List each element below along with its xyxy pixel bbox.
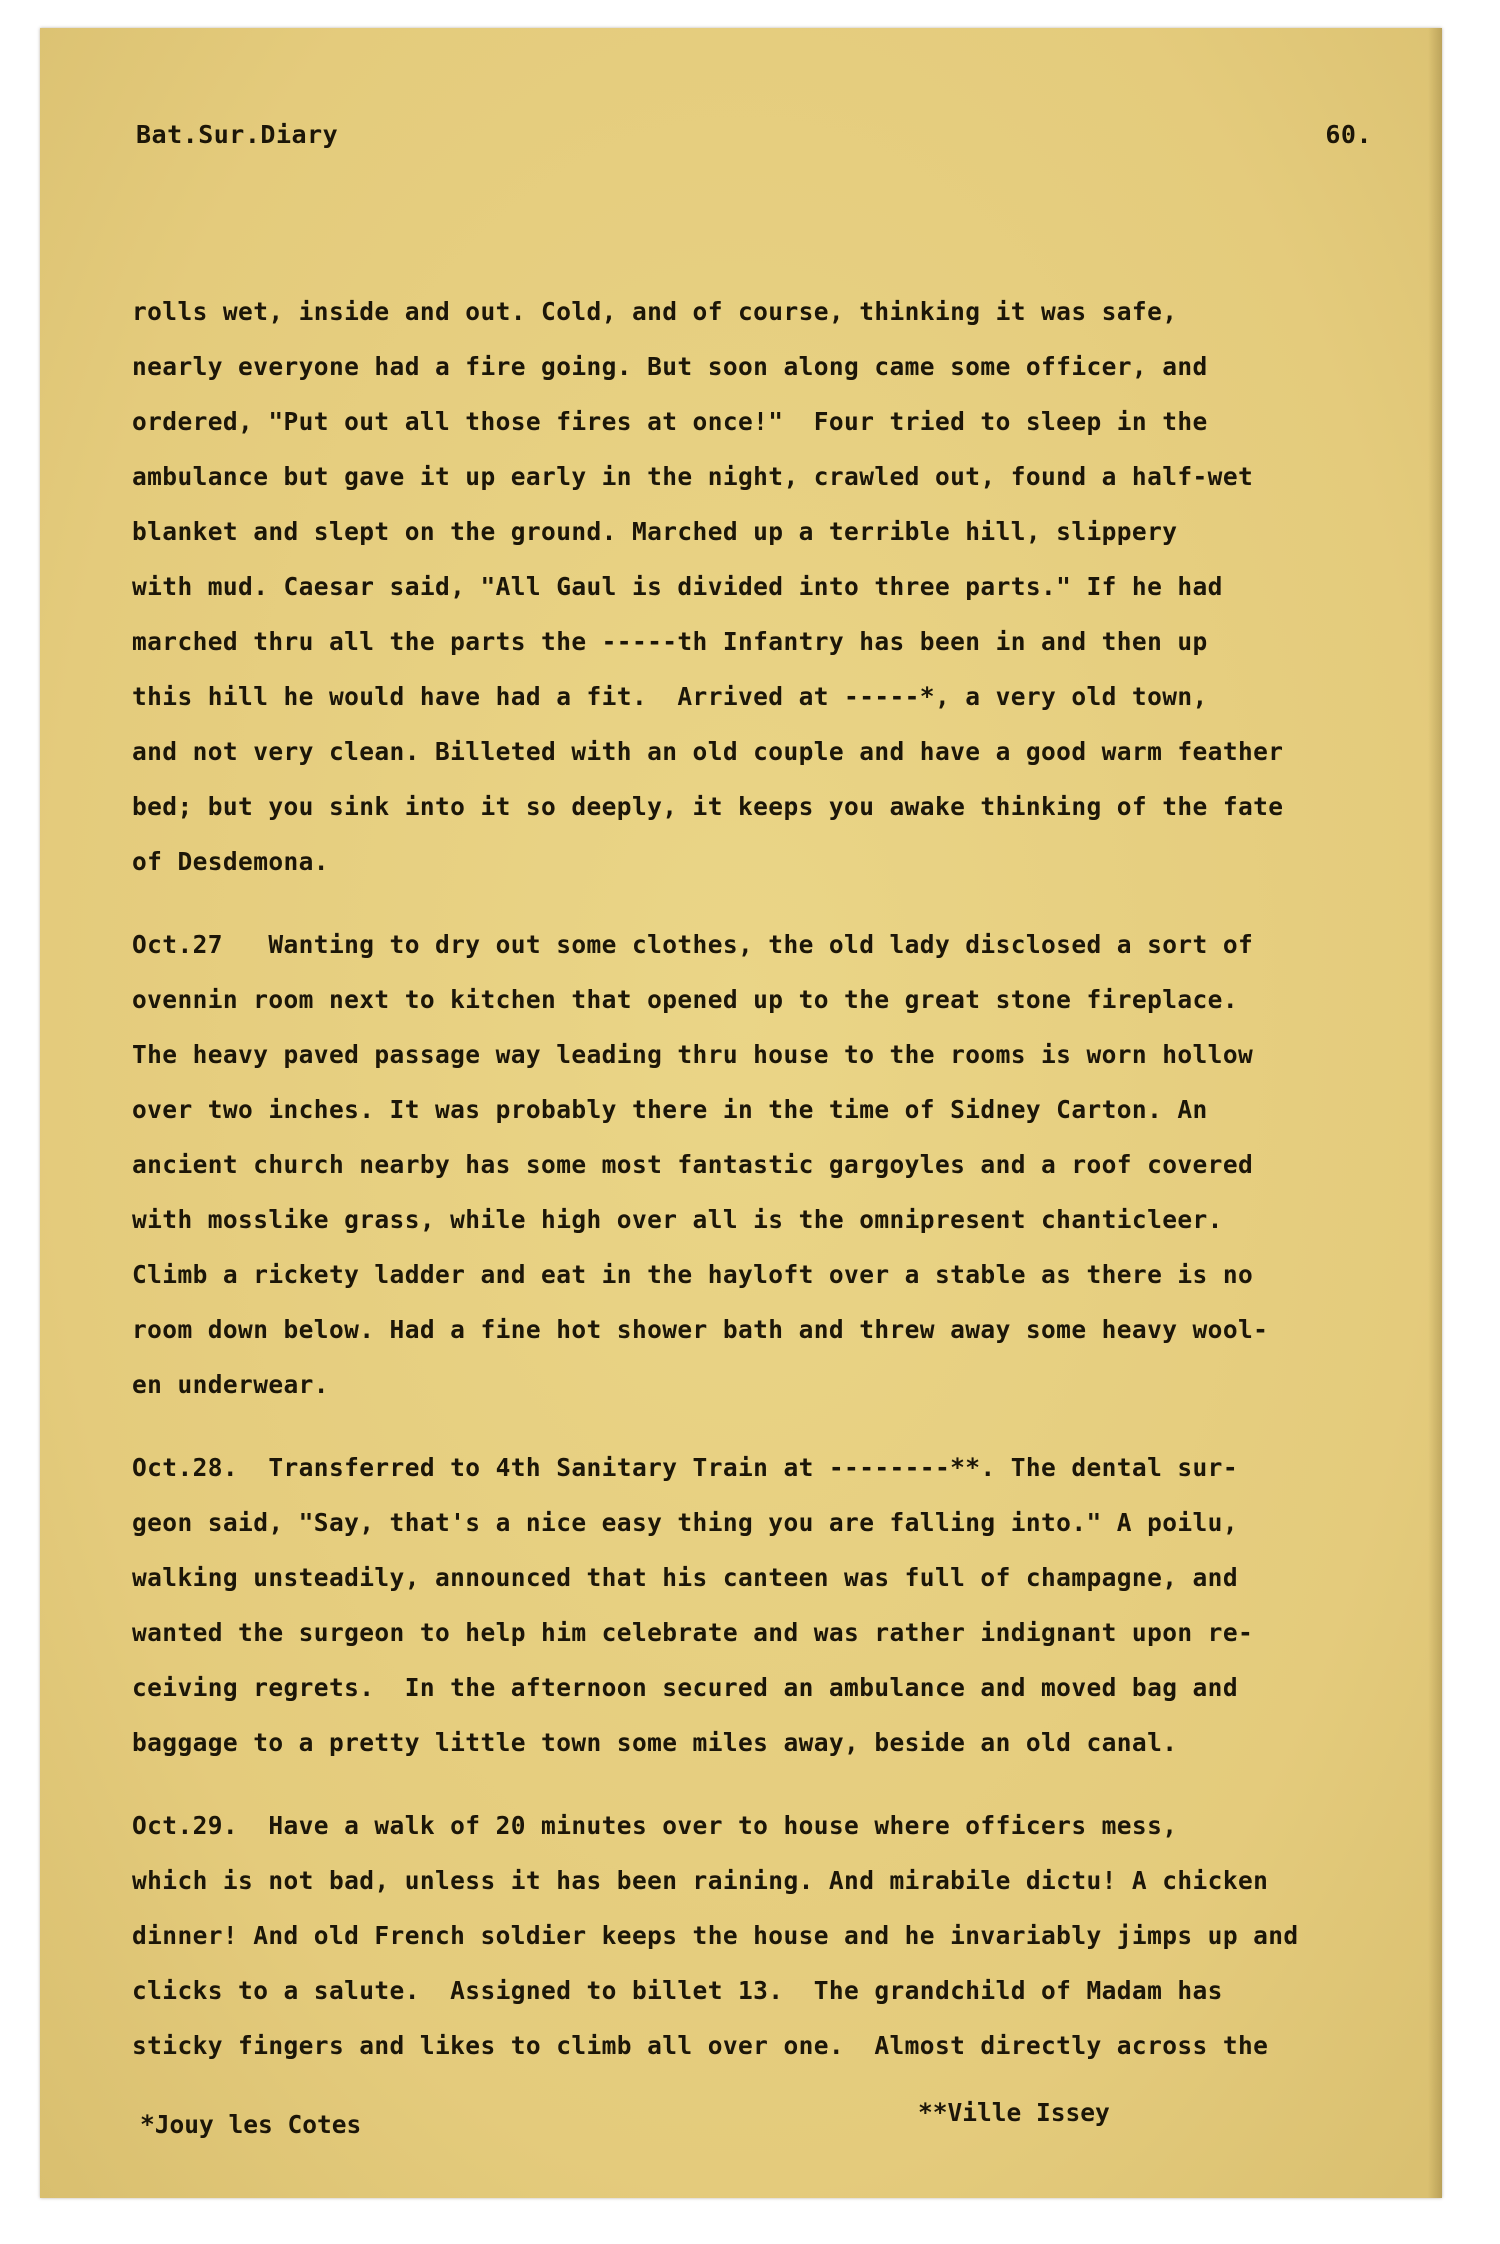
text-line: baggage to a pretty little town some miles away, beside an old canal. [132, 1728, 1178, 1757]
paragraph-gap [132, 1412, 1422, 1440]
text-line: marched thru all the parts the -----th Infantry has been in and then up [132, 627, 1208, 656]
text-line: Oct.28. Transferred to 4th Sanitary Train at --------**. The dental sur- [132, 1453, 1238, 1482]
text-line: ovennin room next to kitchen that opened up to the great stone fireplace. [132, 985, 1238, 1014]
text-line: which is not bad, unless it has been raining. And mirabile dictu! A chicken [132, 1866, 1269, 1895]
page-edge-shadow [1428, 28, 1442, 2198]
text-line: geon said, "Say, that's a nice easy thing you are falling into." A poilu, [132, 1508, 1238, 1537]
footnote-1: *Jouy les Cotes [140, 2110, 362, 2139]
text-line: wanted the surgeon to help him celebrate and was rather indignant upon re- [132, 1618, 1254, 1647]
text-line: dinner! And old French soldier keeps the house and he invariably jimps up and [132, 1921, 1299, 1950]
diary-body [132, 284, 1422, 2073]
paragraph-gap [132, 889, 1422, 917]
text-line: ceiving regrets. In the afternoon secured an ambulance and moved bag and [132, 1673, 1238, 1702]
text-line: clicks to a salute. Assigned to billet 13. The grandchild of Madam has [132, 1976, 1223, 2005]
text-line: blanket and slept on the ground. Marched up a terrible hill, slippery [132, 517, 1178, 546]
text-line: with mud. Caesar said, "All Gaul is divided into three parts." If he had [132, 572, 1223, 601]
text-line: ordered, "Put out all those fires at once!" Four tried to sleep in the [132, 407, 1208, 436]
text-line: rolls wet, inside and out. Cold, and of course, thinking it was safe, [132, 297, 1178, 326]
footnote-2: **Ville Issey [918, 2098, 1110, 2127]
document-page [40, 28, 1442, 2198]
text-line: over two inches. It was probably there in the time of Sidney Carton. An [132, 1095, 1208, 1124]
page-number: 60. [1325, 120, 1372, 149]
text-line: with mosslike grass, while high over all is the omnipresent chanticleer. [132, 1205, 1223, 1234]
text-line: Oct.27 Wanting to dry out some clothes, the old lady disclosed a sort of [132, 930, 1254, 959]
text-line: ambulance but gave it up early in the night, crawled out, found a half-wet [132, 462, 1254, 491]
text-line: of Desdemona. [132, 847, 329, 876]
footnotes [140, 2098, 1390, 2146]
text-line: nearly everyone had a fire going. But soon along came some officer, and [132, 352, 1208, 381]
text-line: en underwear. [132, 1370, 329, 1399]
paragraph-gap [132, 1770, 1422, 1798]
page-header [136, 120, 1382, 160]
text-line: Climb a rickety ladder and eat in the hayloft over a stable as there is no [132, 1260, 1254, 1289]
text-line: walking unsteadily, announced that his canteen was full of champagne, and [132, 1563, 1238, 1592]
text-line: room down below. Had a fine hot shower bath and threw away some heavy wool- [132, 1315, 1269, 1344]
text-line: this hill he would have had a fit. Arrived at -----*, a very old town, [132, 682, 1208, 711]
text-line: The heavy paved passage way leading thru house to the rooms is worn hollow [132, 1040, 1254, 1069]
text-line: Oct.29. Have a walk of 20 minutes over to house where officers mess, [132, 1811, 1178, 1840]
document-title: Bat.Sur.Diary [136, 120, 339, 149]
text-line: bed; but you sink into it so deeply, it keeps you awake thinking of the fate [132, 792, 1284, 821]
text-line: and not very clean. Billeted with an old couple and have a good warm feather [132, 737, 1284, 766]
text-line: sticky fingers and likes to climb all over one. Almost directly across the [132, 2031, 1269, 2060]
text-line: ancient church nearby has some most fantastic gargoyles and a roof covered [132, 1150, 1254, 1179]
